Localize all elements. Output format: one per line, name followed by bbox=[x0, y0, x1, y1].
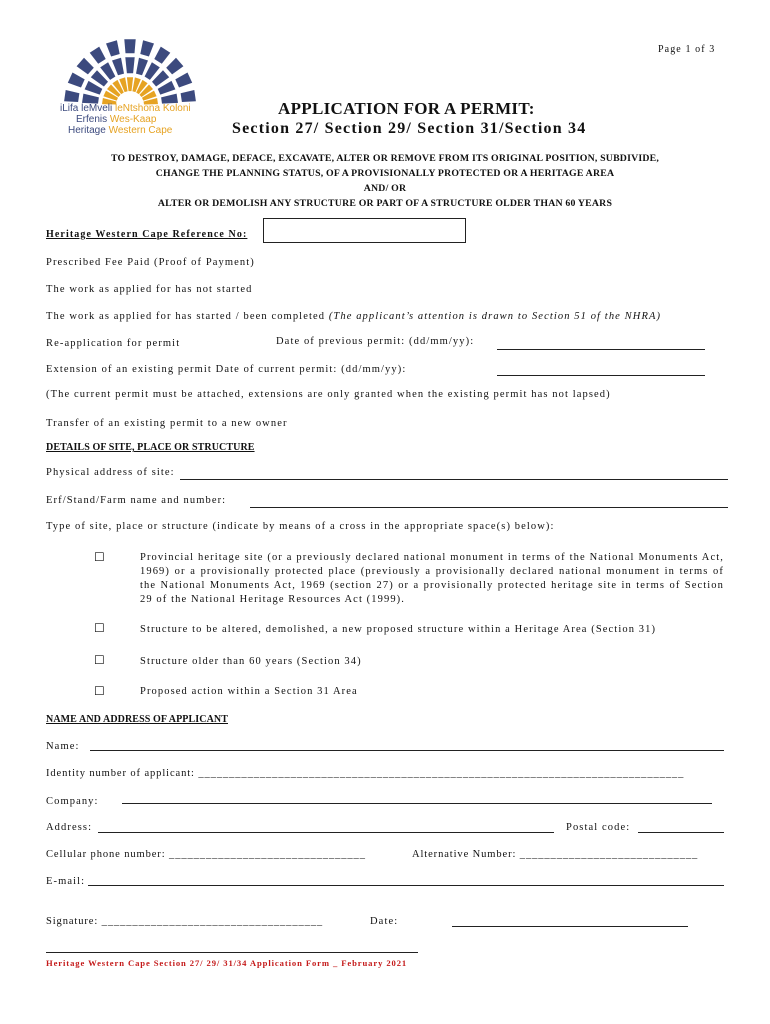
option-extension-label: Extension of an existing permit Date of current permit: (dd/mm/yy): bbox=[46, 364, 407, 375]
option-reapplication[interactable] bbox=[46, 336, 180, 349]
logo-block bbox=[166, 58, 183, 75]
logo-line-1a: iLifa leMveli bbox=[60, 103, 113, 114]
postal-code-label: Postal code: bbox=[566, 822, 631, 833]
option-reapplication-label: Re-application for permit bbox=[46, 338, 181, 349]
previous-permit-date-label: Date of previous permit: (dd/mm/yy): bbox=[276, 336, 475, 347]
site-address-label: Physical address of site: bbox=[46, 467, 175, 478]
logo-block bbox=[127, 77, 133, 91]
purpose-line-3: AND/ OR bbox=[363, 183, 407, 194]
logo-line-3a: Heritage bbox=[68, 125, 106, 136]
address-label: Address: bbox=[46, 822, 93, 833]
option-started-note: (The applicant’s attention is drawn to Section 51 of the NHRA) bbox=[328, 311, 662, 322]
extension-note: (The current permit must be attached, extensions are only granted when the existing permit has not lapsed) bbox=[46, 389, 611, 400]
page-subtitle: Section 27/ Section 29/ Section 31/Section 34 bbox=[232, 120, 587, 137]
type-checkbox-older-60[interactable]: ☐ bbox=[94, 653, 105, 667]
option-started[interactable] bbox=[46, 309, 661, 322]
type-checkbox-heritage-area[interactable]: ☐ bbox=[94, 621, 105, 635]
id-number-field[interactable]: Identity number of applicant: _______________________________________________________________________________ bbox=[46, 768, 685, 779]
option-transfer[interactable] bbox=[46, 416, 288, 429]
logo-block bbox=[124, 39, 135, 53]
site-heading: DETAILS OF SITE, PLACE OR STRUCTURE bbox=[46, 442, 255, 453]
erf-field[interactable] bbox=[250, 507, 728, 508]
type-older-60-text: Structure older than 60 years (Section 34) bbox=[140, 656, 362, 667]
cellphone-field[interactable]: Cellular phone number: ________________________________ bbox=[46, 849, 366, 860]
email-field[interactable] bbox=[88, 885, 724, 886]
logo-block bbox=[112, 58, 124, 76]
purpose-line-2: CHANGE THE PLANNING STATUS, OF A PROVISIONALLY PROTECTED OR A HERITAGE AREA bbox=[155, 168, 615, 179]
heritage-logo-icon bbox=[50, 35, 210, 107]
company-label: Company: bbox=[46, 796, 99, 807]
purpose-line-4: ALTER OR DEMOLISH ANY STRUCTURE OR PART OF A STRUCTURE OLDER THAN 60 YEARS bbox=[157, 198, 613, 209]
email-label: E-mail: bbox=[46, 876, 86, 887]
option-extension[interactable] bbox=[46, 362, 406, 375]
type-section31-text: Proposed action within a Section 31 Area bbox=[140, 686, 358, 697]
logo-block bbox=[68, 73, 85, 88]
name-label: Name: bbox=[46, 741, 80, 752]
option-transfer-label: Transfer of an existing permit to a new owner bbox=[46, 418, 288, 429]
option-fee-paid-label: Prescribed Fee Paid (Proof of Payment) bbox=[46, 257, 255, 268]
signature-field[interactable]: Signature: ____________________________________ bbox=[46, 916, 324, 927]
logo-block bbox=[90, 47, 106, 64]
option-fee-paid[interactable] bbox=[46, 255, 255, 268]
site-address-field[interactable] bbox=[180, 479, 728, 480]
logo-block bbox=[125, 57, 134, 73]
logo-block bbox=[140, 40, 154, 56]
previous-permit-date-field[interactable] bbox=[497, 349, 705, 350]
type-checkbox-section31[interactable]: ☐ bbox=[94, 684, 105, 698]
logo-line-2b: Wes-Kaap bbox=[107, 114, 157, 125]
logo-block bbox=[136, 58, 148, 76]
logo-block bbox=[175, 73, 192, 88]
purpose-line-1: TO DESTROY, DAMAGE, DEFACE, EXCAVATE, ALTER OR REMOVE FROM ITS ORIGINAL POSITION, SUBDIVIDE, bbox=[110, 153, 660, 164]
alternative-number-field[interactable]: Alternative Number: _____________________________ bbox=[412, 849, 699, 860]
reference-input[interactable] bbox=[263, 218, 466, 243]
type-provincial-text: Provincial heritage site (or a previously declared national monument in terms of the National Monuments Act, 1969) or a provisionally protected place (previously a provisionally declared national monument in terms of the National Monuments Act, 1969 (section 27) or a provisionally protected heritage site in terms of Section 29 of the National Heritage Resources Act (1999). bbox=[140, 552, 724, 605]
current-permit-date-field[interactable] bbox=[497, 375, 705, 376]
postal-code-field[interactable] bbox=[638, 832, 724, 833]
logo-block bbox=[154, 47, 170, 64]
type-heritage-area-text: Structure to be altered, demolished, a new proposed structure within a Heritage Area (Section 31) bbox=[140, 624, 657, 635]
logo-block bbox=[181, 90, 196, 102]
type-checkbox-provincial[interactable]: ☐ bbox=[94, 550, 105, 564]
erf-label: Erf/Stand/Farm name and number: bbox=[46, 495, 227, 506]
date-field[interactable] bbox=[452, 926, 688, 927]
name-field[interactable] bbox=[90, 750, 724, 751]
option-not-started[interactable] bbox=[46, 282, 252, 295]
logo-block bbox=[64, 90, 79, 102]
logo-block bbox=[106, 40, 120, 56]
footer-text: Heritage Western Cape Section 27/ 29/ 31/34 Application Form _ February 2021 bbox=[46, 958, 408, 968]
address-field[interactable] bbox=[98, 832, 554, 833]
footer-divider bbox=[46, 952, 418, 953]
page-number: Page 1 of 3 bbox=[658, 44, 716, 55]
option-started-label: The work as applied for has started / been completed bbox=[46, 311, 326, 322]
site-type-label: Type of site, place or structure (indicate by means of a cross in the appropriate space(s) below): bbox=[46, 521, 555, 532]
date-label: Date: bbox=[370, 916, 399, 927]
page-title: APPLICATION FOR A PERMIT: bbox=[278, 99, 535, 118]
logo-line-1b: leNtshona Koloni bbox=[112, 103, 191, 114]
logo-line-3b: Western Cape bbox=[105, 125, 173, 136]
logo-block bbox=[77, 58, 94, 75]
company-field[interactable] bbox=[122, 803, 712, 804]
applicant-heading: NAME AND ADDRESS OF APPLICANT bbox=[46, 714, 228, 725]
reference-label: Heritage Western Cape Reference No: bbox=[46, 229, 248, 240]
option-not-started-label: The work as applied for has not started bbox=[46, 284, 253, 295]
logo-text bbox=[60, 103, 191, 136]
logo-line-2a: Erfenis bbox=[76, 114, 108, 125]
